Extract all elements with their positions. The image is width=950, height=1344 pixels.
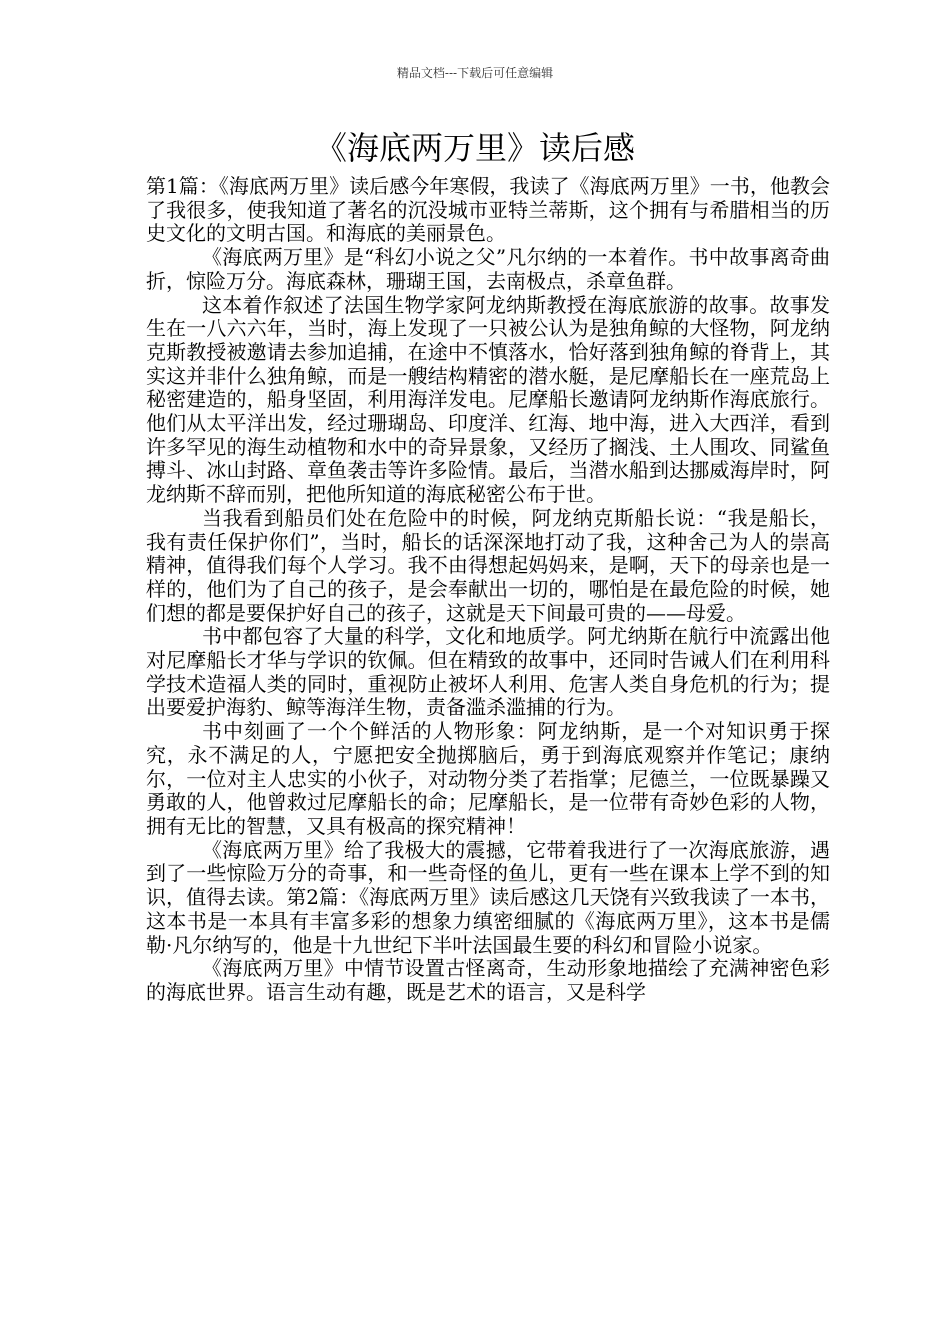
paragraph-6: 书中刻画了一个个鲜活的人物形象：阿龙纳斯，是一个对知识勇于探究，永不满足的人，宁愿把安全抛掷脑后，勇于到海底观察并作笔记；康纳尔，一位对主人忠实的小伙子，对动物分类了若指掌；尼德兰，一位既暴躁又勇敢的人，他曾救过尼摩船长的命；尼摩船长，是一位带有奇妙色彩的人物，拥有无比的智慧，又具有极高的探究精神！ <box>146 719 830 838</box>
paragraph-7: 《海底两万里》给了我极大的震撼，它带着我进行了一次海底旅游，遇到了一些惊险万分的奇事，和一些奇怪的鱼儿，更有一些在课本上学不到的知识，值得去读。第2篇：《海底两万里》读后感这几天饶有兴致我读了一本书，这本书是一本具有丰富多彩的想象力缜密细腻的《海底两万里》，这本书是儒勒·凡尔纳写的，他是十九世纪下半叶法国最生要的科幻和冒险小说家。 <box>146 837 830 957</box>
document-title: 《海底两万里》读后感 <box>314 129 635 167</box>
paragraph-4: 当我看到船员们处在危险中的时候，阿龙纳克斯船长说：“我是船长，我有责任保护你们”，当时，船长的话深深地打动了我，这种舍己为人的崇高精神，值得我们每个人学习。我不由得想起妈妈来，是啊，天下的母亲也是一样的，他们为了自己的孩子，是会奉献出一切的，哪怕是在最危险的时候，她们想的都是要保护好自己的孩子，这就是天下间最可贵的——母爱。 <box>146 505 830 625</box>
paragraph-3: 这本着作叙述了法国生物学家阿龙纳斯教授在海底旅游的故事。故事发生在一八六六年，当时，海上发现了一只被公认为是独角鲸的大怪物，阿龙纳克斯教授被邀请去参加追捕，在途中不慎落水，恰好落到独角鲸的脊背上，其实这并非什么独角鲸，而是一艘结构精密的潜水艇，是尼摩船长在一座荒岛上秘密建造的，船身坚固，利用海洋发电。尼摩船长邀请阿龙纳斯作海底旅行。他们从太平洋出发，经过珊瑚岛、印度洋、红海、地中海，进入大西洋，看到许多罕见的海生动植物和水中的奇异景象，又经历了搁浅、土人围攻、同鲨鱼搏斗、冰山封路、章鱼袭击等许多险情。最后，当潜水船到达挪威海岸时，阿龙纳斯不辞而别，把他所知道的海底秘密公布于世。 <box>146 292 830 507</box>
page-header: 精品文档---下载后可任意编辑 <box>396 66 554 80</box>
paragraph-8: 《海底两万里》中情节设置古怪离奇，生动形象地描绘了充满神密色彩的海底世界。语言生动有趣，既是艺术的语言，又是科学 <box>146 956 830 1004</box>
paragraph-5: 书中都包容了大量的科学，文化和地质学。阿尤纳斯在航行中流露出他对尼摩船长才华与学识的钦佩。但在精致的故事中，还同时告诫人们在利用科学技术造福人类的同时，重视防止被坏人利用、危害人类自身危机的行为；提出要爱护海豹、鲸等海洋生物，责备滥杀滥捕的行为。 <box>146 624 830 720</box>
paragraph-1: 第1篇：《海底两万里》读后感今年寒假，我读了《海底两万里》一书，他教会了我很多，使我知道了著名的沉没城市亚特兰蒂斯，这个拥有与希腊相当的历史文化的文明古国。和海底的美丽景色。 <box>146 174 830 246</box>
document-body <box>146 175 830 1005</box>
paragraph-2: 《海底两万里》是“科幻小说之父”凡尔纳的一本着作。书中故事离奇曲折，惊险万分。海底森林，珊瑚王国，去南极点，杀章鱼群。 <box>146 245 830 293</box>
